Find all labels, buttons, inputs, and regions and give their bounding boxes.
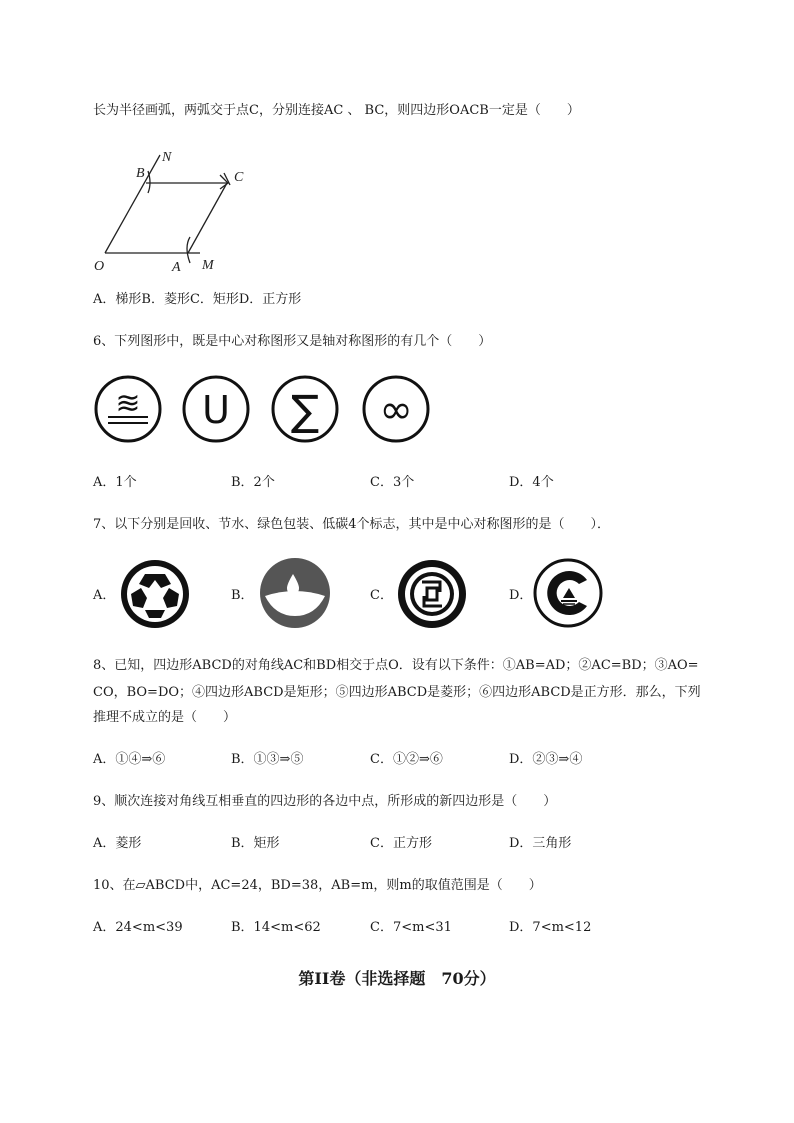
q8-option-d: D．②③⇒④ bbox=[509, 752, 583, 767]
q6-option-a: A．1个 bbox=[93, 475, 137, 490]
q9-option-b: B．矩形 bbox=[231, 836, 280, 851]
segment-CA bbox=[188, 183, 227, 253]
section-title: 第II卷（非选择题 70分） bbox=[298, 969, 496, 988]
label-C: C bbox=[234, 170, 244, 185]
wave-symbol: ≋ bbox=[115, 386, 141, 421]
q6-option-c: C．3个 bbox=[370, 475, 415, 490]
q9-option-c: C．正方形 bbox=[370, 836, 432, 851]
question-8-line-2: CO，BO=DO；④四边形ABCD是矩形；⑤四边形ABCD是菱形；⑥四边形ABCD是正方形．那么，下列 bbox=[93, 685, 701, 700]
question-8-line-3: 推理不成立的是（ ） bbox=[93, 710, 237, 725]
label-O: O bbox=[94, 259, 105, 274]
u-symbol: U bbox=[202, 388, 230, 432]
green-packaging-icon bbox=[396, 558, 468, 630]
question-9-text: 9、顺次连接对角线互相垂直的四边形的各边中点，所形成的新四边形是（ ） bbox=[93, 794, 557, 809]
question-6-text: 6、下列图形中，既是中心对称图形又是轴对称图形的有几个（ ） bbox=[93, 334, 492, 349]
q9-option-a: A．菱形 bbox=[93, 836, 142, 851]
q8-option-c: C．①②⇒⑥ bbox=[370, 752, 443, 767]
question-7-text: 7、以下分别是回收、节水、绿色包装、低碳4个标志，其中是中心对称图形的是（ ）． bbox=[93, 517, 611, 532]
q9-option-d: D．三角形 bbox=[509, 836, 572, 851]
q10-option-b: B．14<m<62 bbox=[231, 920, 321, 935]
ray-ON bbox=[105, 155, 160, 253]
q10-option-a: A．24<m<39 bbox=[93, 920, 183, 935]
recycle-icon bbox=[117, 558, 193, 630]
q6-symbols bbox=[94, 373, 444, 445]
water-saving-icon bbox=[257, 556, 333, 630]
label-A: A bbox=[172, 260, 181, 275]
q8-option-b: B．①③⇒⑤ bbox=[231, 752, 304, 767]
q7-label-c: C． bbox=[370, 588, 393, 603]
label-N: N bbox=[162, 150, 172, 165]
arc-at-C-1 bbox=[220, 175, 228, 189]
sigma-symbol: ∑ bbox=[290, 386, 320, 435]
parallelogram-diagram bbox=[90, 145, 244, 277]
q6-option-b: B．2个 bbox=[231, 475, 275, 490]
question-10-text: 10、在▱ABCD中，AC=24，BD=38，AB=m，则m的取值范围是（ ） bbox=[93, 878, 542, 893]
low-carbon-icon bbox=[533, 558, 603, 628]
q8-option-a: A．①④⇒⑥ bbox=[93, 752, 166, 767]
question-5-options: A．梯形B．菱形C．矩形D．正方形 bbox=[93, 292, 302, 307]
q10-option-d: D．7<m<12 bbox=[509, 920, 592, 935]
q6-option-d: D．4个 bbox=[509, 475, 554, 490]
infinity-symbol: ∞ bbox=[379, 387, 413, 433]
question-5-text: 长为半径画弧，两弧交于点C，分别连接AC 、 BC，则四边形OACB一定是（ ） bbox=[93, 103, 580, 118]
label-M: M bbox=[202, 258, 214, 273]
q7-label-d: D． bbox=[509, 588, 533, 603]
q10-option-c: C．7<m<31 bbox=[370, 920, 452, 935]
q7-label-a: A． bbox=[93, 588, 116, 603]
q7-label-b: B． bbox=[231, 588, 254, 603]
question-8-line-1: 8、已知，四边形ABCD的对角线AC和BD相交于点O．设有以下条件：①AB=AD；②AC=BD；③AO= bbox=[93, 658, 699, 673]
label-B: B bbox=[136, 166, 145, 181]
